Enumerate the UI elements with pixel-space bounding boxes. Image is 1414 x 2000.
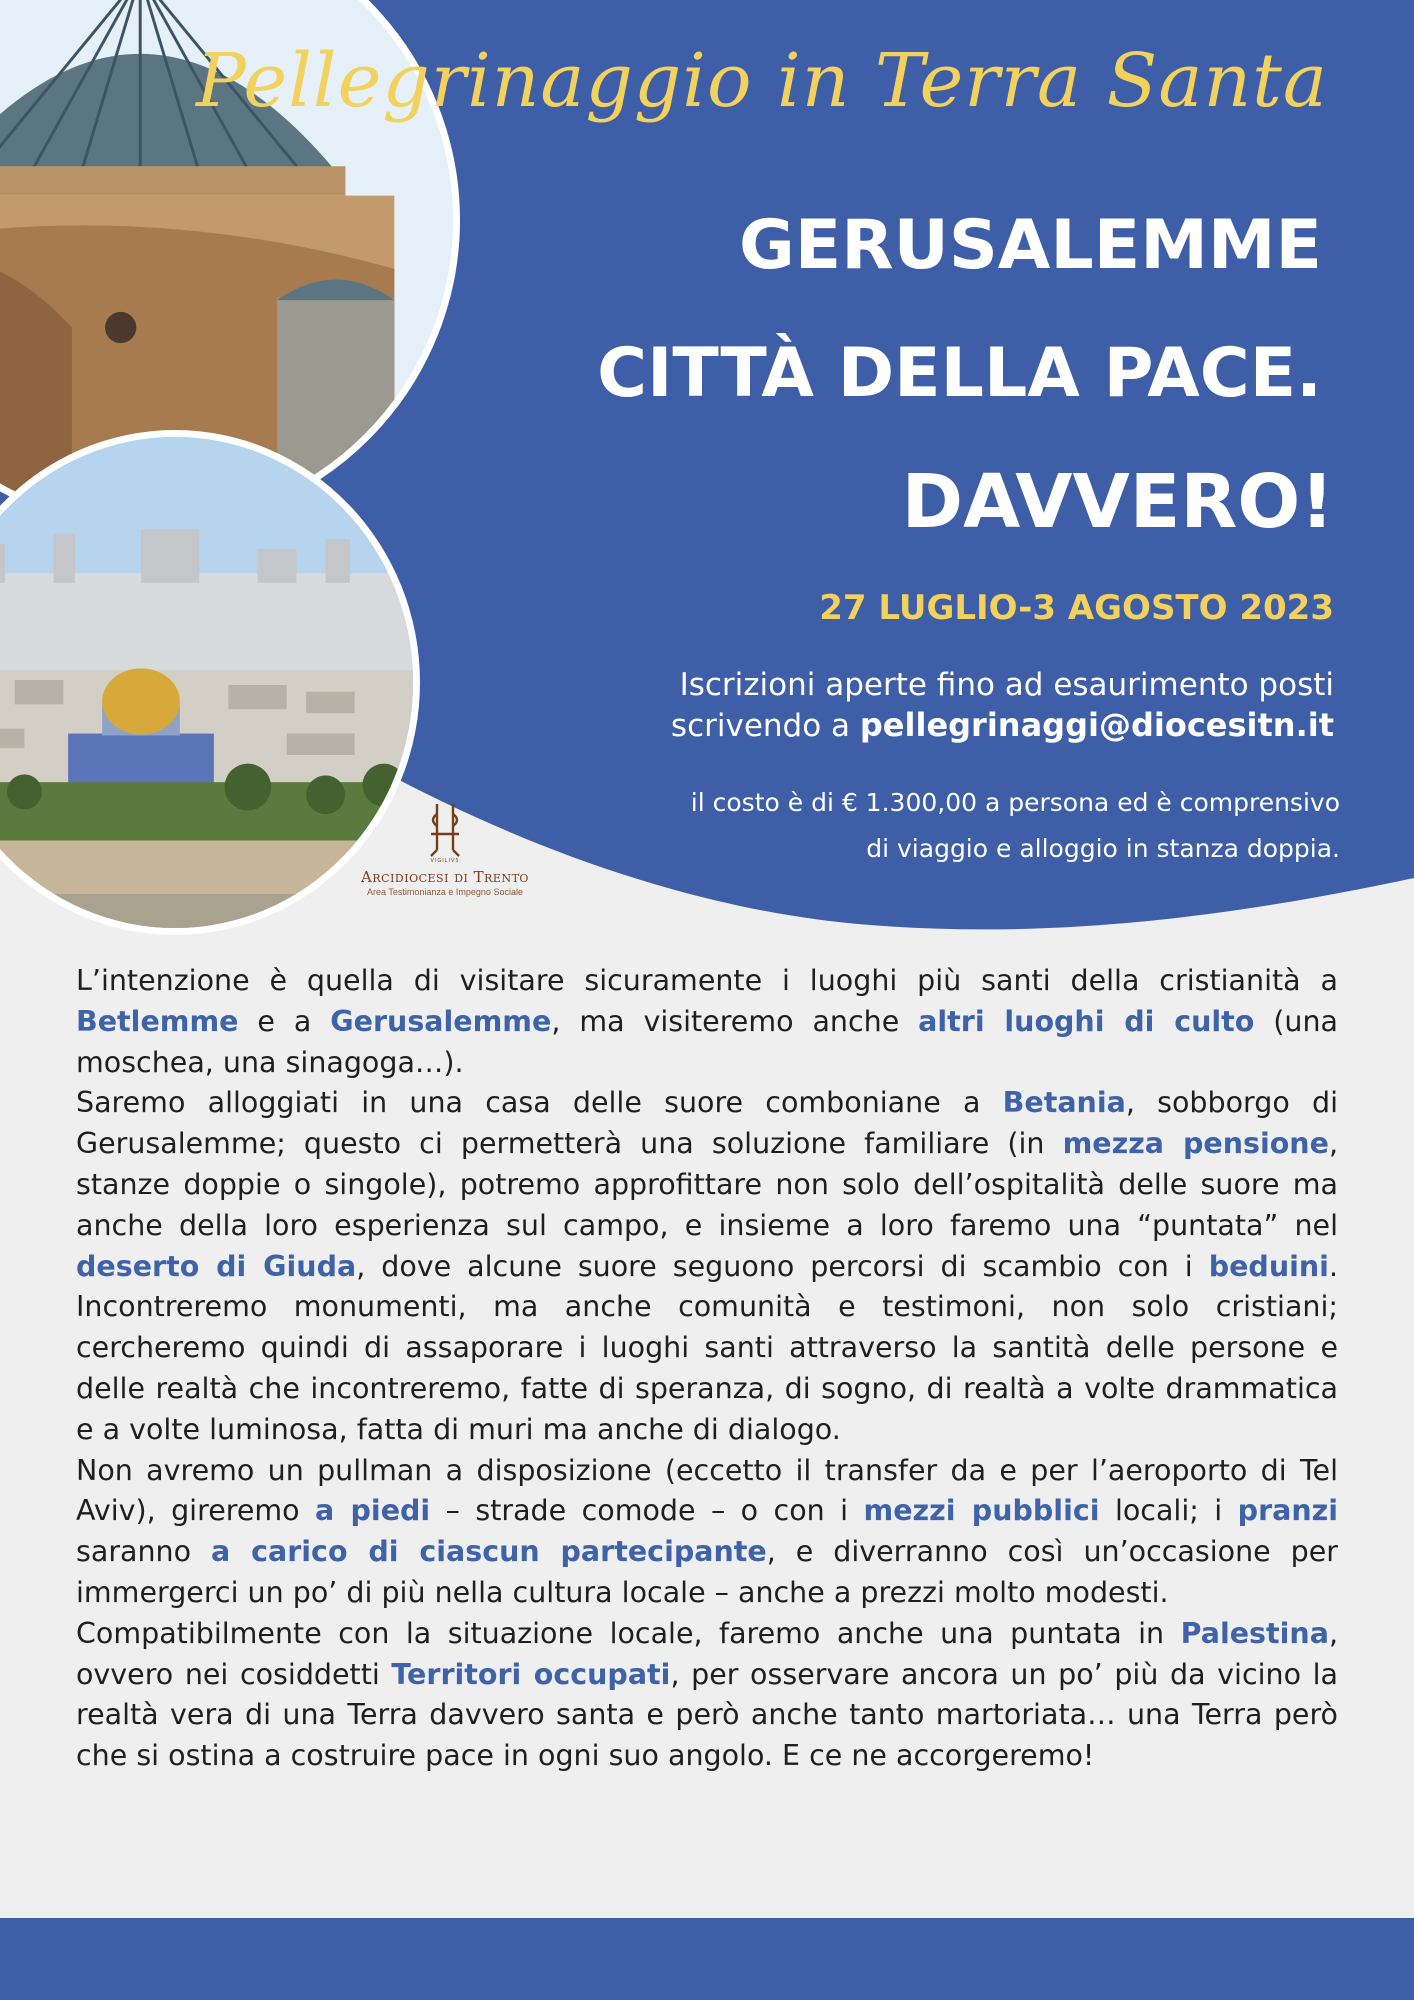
trip-dates: 27 LUGLIO-3 AGOSTO 2023 [819,588,1334,628]
cost-line-2: di viaggio e alloggio in stanza doppia. [866,834,1340,863]
contact-email-link[interactable]: pellegrinaggi@diocesitn.it [859,706,1334,744]
body-paragraph [76,1083,1338,1450]
highlighted-text: mezzi pubblici [863,1494,1100,1528]
body-text-run: Saremo alloggiati in una casa delle suore comboniane a [76,1086,1003,1120]
logo-subtitle: Area Testimonianza e Impegno Sociale [367,887,523,897]
cost-line-1: il costo è di € 1.300,00 a persona ed è comprensivo [690,788,1340,817]
logo-name: Arcidiocesi di Trento [361,868,529,886]
body-text-run: , ovvero nei cosiddetti [76,1616,1338,1691]
body-text-run: e a [238,1004,331,1038]
body-text-run: , ma visiteremo anche [551,1004,919,1038]
highlighted-text: mezza pensione [1062,1127,1329,1161]
body-text-run: – strade comode – o con i [430,1494,864,1528]
body-paragraph [76,1451,1338,1614]
body-text-run: . Incontreremo monumenti, ma anche comunità e testimoni, non solo cristiani; cercheremo quindi di assaporare i luoghi santi attraverso la santità delle persone e delle realtà che incontreremo, fatte di speranza, di sogno, di realtà a volte drammatica e a volte luminosa, fatta di muri ma anche di dialogo. [76,1249,1338,1446]
body-text-run: , sobborgo di Gerusalemme; questo ci permetterà una soluzione familiare (in [76,1086,1338,1161]
title-line-2: CITTÀ DELLA PACE. [597,334,1322,413]
highlighted-text: altri luoghi di culto [918,1004,1255,1038]
highlighted-text: Betania [1002,1086,1126,1120]
body-text-run: saranno [76,1535,212,1569]
body-text-run: , dove alcune suore seguono percorsi di scambio con i [356,1249,1209,1283]
highlighted-text: a piedi [315,1494,431,1528]
highlighted-text: Gerusalemme [330,1004,552,1038]
body-text-run: , stanze doppie o singole), potremo approfittare non solo dell’ospitalità delle suore ma anche della loro esperienza sul campo, e insieme a loro faremo una “puntata” nel [76,1127,1338,1242]
signup-prefix: scrivendo a [670,708,860,744]
logo-motto: VIGILIVS [430,858,460,864]
logo-emblem-icon [425,800,465,858]
archdiocese-logo [345,800,545,897]
body-text-run: , per osservare ancora un po’ più da vicino la realtà vera di una Terra davvero santa e però anche tanto martoriata… una Terra però che si ostina a costruire pace in ogni suo angolo. E ce ne accorgeremo! [76,1657,1339,1773]
highlighted-text: Betlemme [76,1004,239,1038]
body-paragraph [76,1614,1338,1777]
body-text-run: locali; i [1099,1494,1238,1528]
signup-line-2 [671,705,1334,746]
signup-line-1: Iscrizioni aperte fino ad esaurimento posti [679,667,1334,703]
title-line-1: GERUSALEMME [738,206,1322,285]
body-text-run: Non avremo un pullman a disposizione (eccetto il transfer da e per l’aeroporto di Tel Aviv), gireremo [76,1453,1338,1528]
highlighted-text: deserto di Giuda [76,1249,357,1283]
body-text-run: , e diverranno così un’occasione per immergerci un po’ di più nella cultura locale – anche a prezzi molto modesti. [76,1535,1338,1609]
footer-bar [0,1918,1414,2000]
body-text-run: L’intenzione è quella di visitare sicuramente i luoghi più santi della cristianità a [76,964,1338,997]
highlighted-text: pranzi [1237,1494,1339,1528]
signup-info [671,665,1334,746]
script-title: Pellegrinaggio in Terra Santa [195,38,1328,124]
highlighted-text: beduini [1208,1249,1329,1283]
highlighted-text: Palestina [1180,1616,1329,1650]
body-text [76,961,1338,1777]
highlighted-text: a carico di ciascun partecipante [211,1535,767,1569]
cost-info [691,780,1340,872]
body-text-run: (una moschea, una sinagoga…). [76,1004,1338,1079]
body-paragraph [76,961,1338,1083]
highlighted-text: Territori occupati [391,1657,671,1691]
body-text-run: Compatibilmente con la situazione locale, faremo anche una puntata in [76,1616,1181,1650]
title-line-3: DAVVERO! [901,459,1334,545]
